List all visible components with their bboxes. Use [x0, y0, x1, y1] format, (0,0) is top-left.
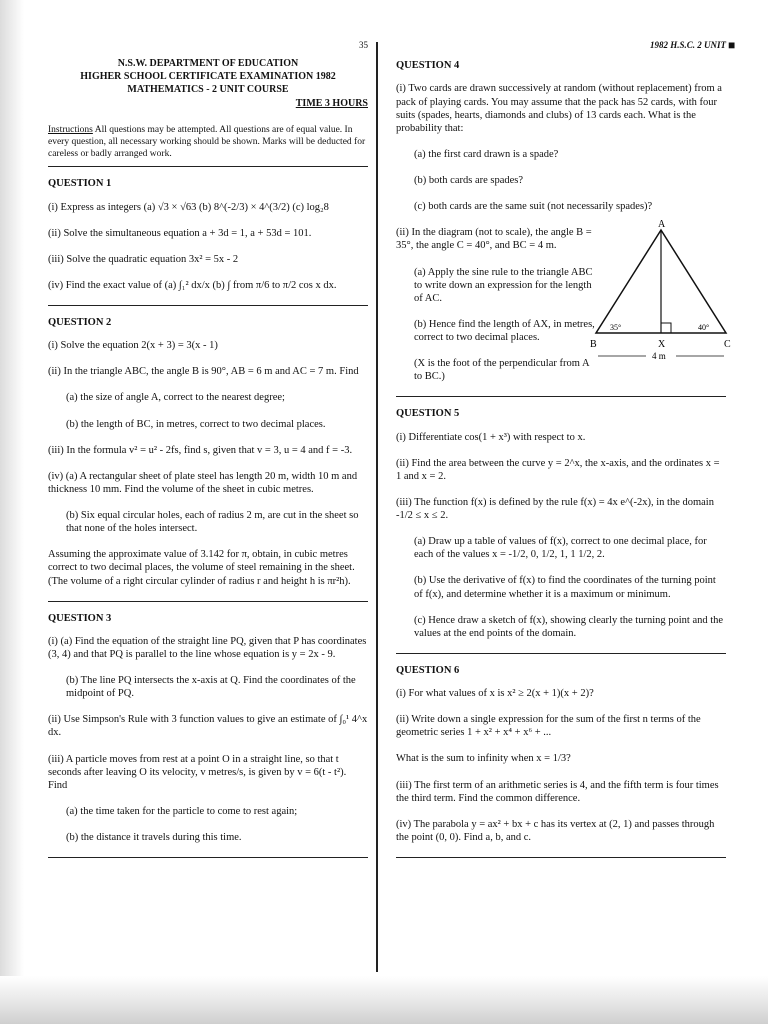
question-1-title: QUESTION 1 [48, 178, 112, 190]
q4-part-ii-a: (a) Apply the sine rule to the triangle ABC to write down an expression for the length of AC. [414, 266, 593, 304]
divider-line [48, 857, 368, 858]
label-angle-b: 35° [610, 323, 622, 333]
divider-line [396, 653, 726, 654]
question-5-title: QUESTION 5 [396, 408, 460, 420]
exam-header [48, 57, 368, 96]
right-header [396, 40, 726, 51]
q1-part-ii: (ii) Solve the simultaneous equation a + 3d = 1, a + 53d = 101. [48, 227, 312, 239]
q4-part-i-b: (b) both cards are spades? [414, 175, 524, 186]
q3-part-iii-a: (a) the time taken for the particle to come to rest again; [66, 805, 298, 817]
q1-part-iv: (iv) Find the exact value of (a) ∫₁² dx/x (b) ∫ from π/6 to π/2 cos x dx. [48, 279, 337, 291]
q4-part-ii-note: (X is the foot of the perpendicular from A to BC.) [414, 358, 589, 383]
q2-part-iv-a: (iv) (a) A rectangular sheet of plate steel has length 20 m, width 10 m and thickness 10 mm. Find the volume of the sheet in cubic metres. [48, 470, 358, 495]
q3-part-i-a: (i) (a) Find the equation of the straight line PQ, given that P has coordinates (3, 4) and that PQ is parallel to the line whose equation is y = 2x - 9. [48, 635, 367, 660]
q5-part-ii: (ii) Find the area between the curve y = 2^x, the x-axis, and the ordinates x = 1 and x = 2. [396, 457, 720, 482]
q5-part-iii-b: (b) Use the derivative of f(x) to find the coordinates of the turning point of f(x), and determine whether it is a maximum or minimum. [414, 575, 716, 600]
label-b: B [590, 339, 597, 351]
time-allowed: TIME 3 HOURS [295, 98, 368, 110]
question-6-title: QUESTION 6 [396, 664, 460, 676]
q2-part-ii-a: (a) the size of angle A, correct to the nearest degree; [66, 392, 285, 404]
q2-part-ii-b: (b) the length of BC, in metres, correct to two decimal places. [66, 418, 326, 430]
q1-part-iii: (iii) Solve the quadratic equation 3x² = 5x - 2 [48, 253, 239, 265]
instructions-text: All questions may be attempted. All questions are of equal value. In every question, all necessary working should be shown. Marks will be deducted for careless or badly arranged work. [48, 124, 366, 159]
q6-part-i: (i) For what values of x is x² ≥ 2(x + 1)(x + 2)? [396, 688, 594, 699]
question-2-title: QUESTION 2 [48, 317, 112, 328]
q2-part-i: (i) Solve the equation 2(x + 3) = 3(x - 1) [48, 340, 218, 352]
divider-line [48, 166, 368, 167]
header-line-2: HIGHER SCHOOL CERTIFICATE EXAMINATION 1982 [80, 71, 336, 83]
divider-line [396, 857, 726, 858]
q3-part-iii-b: (b) the distance it travels during this time. [66, 832, 242, 843]
q6-part-iii: (iii) The first term of an arithmetic series is 4, and the fifth term is four times the third term. Find the common difference. [396, 779, 719, 804]
right-column [396, 40, 731, 868]
column-divider [376, 42, 378, 972]
q4-part-i-c: (c) both cards are the same suit (not necessarily spades)? [414, 201, 653, 213]
corner-mark: ■ [728, 38, 736, 52]
q4-part-ii-b: (b) Hence find the length of AX, in metres, correct to two decimal places. [414, 318, 595, 343]
q4-part-ii: (ii) In the diagram (not to scale), the angle B = 35°, the angle C = 40°, and BC = 4 m. [396, 227, 592, 252]
q2-part-iv-b: (b) Six equal circular holes, each of radius 2 m, are cut in the sheet so that none of the holes intersect. [66, 510, 359, 535]
right-header-text: 1982 H.S.C. 2 UNIT [649, 40, 726, 50]
divider-line [396, 396, 726, 397]
divider-line [48, 601, 368, 602]
page-edge-shadow [0, 0, 24, 1024]
q6-part-iv: (iv) The parabola y = ax² + bx + c has its vertex at (2, 1) and passes through the point (0, 0). Find a, b, and c. [396, 818, 715, 843]
q4-diagram-block [396, 219, 731, 383]
instructions-label: Instructions [48, 124, 93, 135]
q4-part-i-a: (a) the first card drawn is a spade? [414, 148, 559, 160]
header-line-3: MATHEMATICS - 2 UNIT COURSE [127, 84, 289, 96]
triangle-diagram [586, 218, 736, 378]
question-4-title: QUESTION 4 [396, 60, 460, 72]
label-angle-c: 40° [698, 323, 710, 333]
q1-part-i: (i) Express as integers (a) √3 × √63 (b) 8^(-2/3) × 4^(3/2) (c) log₂8 [48, 201, 329, 213]
page-number: 35 [359, 40, 368, 50]
q6-part-ii: (ii) Write down a single expression for the sum of the first n terms of the geometric series 1 + x² + x⁴ + x⁶ + ... [396, 714, 701, 739]
header-line-1: N.S.W. DEPARTMENT OF EDUCATION [117, 58, 299, 70]
q3-part-i-b: (b) The line PQ intersects the x-axis at Q. Find the coordinates of the midpoint of PQ. [66, 675, 356, 700]
q2-part-ii: (ii) In the triangle ABC, the angle B is 90°, AB = 6 m and AC = 7 m. Find [48, 366, 359, 378]
q2-part-iv-c: Assuming the approximate value of 3.142 for π, obtain, in cubic metres correct to two decimal places, the volume of steel remaining in the sheet. (The volume of a right circular cylinder of radius r and height h is πr²h). [48, 549, 355, 587]
q5-part-iii-a: (a) Draw up a table of values of f(x), correct to one decimal place, for each of the values x = -1/2, 0, 1/2, 1, 1 1/2, 2. [414, 536, 707, 561]
q6-part-ii-b: What is the sum to infinity when x = 1/3? [396, 753, 571, 765]
q2-part-iii: (iii) In the formula v² = u² - 2fs, find s, given that v = 3, u = 4 and f = -3. [48, 444, 353, 456]
label-c: C [724, 339, 731, 351]
right-angle-marker [661, 323, 671, 333]
q5-part-iii: (iii) The function f(x) is defined by the rule f(x) = 4x e^(-2x), in the domain -1/2 ≤ x ≤ 2. [396, 496, 714, 521]
question-3-title: QUESTION 3 [48, 612, 112, 624]
bottom-edge-shadow [0, 976, 768, 1024]
q5-part-i: (i) Differentiate cos(1 + x³) with respect to x. [396, 431, 586, 443]
q3-part-iii: (iii) A particle moves from rest at a point O in a straight line, so that t seconds after leaving O its velocity, v metres/s, is given by v = 6(t - t²). Find [48, 753, 347, 791]
q3-part-ii: (ii) Use Simpson's Rule with 3 function values to give an estimate of ∫₀¹ 4^x dx. [48, 714, 368, 739]
divider-line [48, 305, 368, 306]
instructions [48, 125, 368, 161]
left-column [48, 40, 368, 868]
q5-part-iii-c: (c) Hence draw a sketch of f(x), showing clearly the turning point and the values at the end points of the domain. [414, 614, 724, 639]
label-a: A [658, 219, 666, 231]
q4-part-i: (i) Two cards are drawn successively at random (without replacement) from a pack of playing cards. You may assume that the pack has 52 cards, with four suits (spades, hearts, diamonds and clubs) of 13 cards each. What is the probability that: [396, 83, 722, 134]
label-base-length: 4 m [652, 351, 666, 362]
label-x: X [658, 339, 666, 351]
